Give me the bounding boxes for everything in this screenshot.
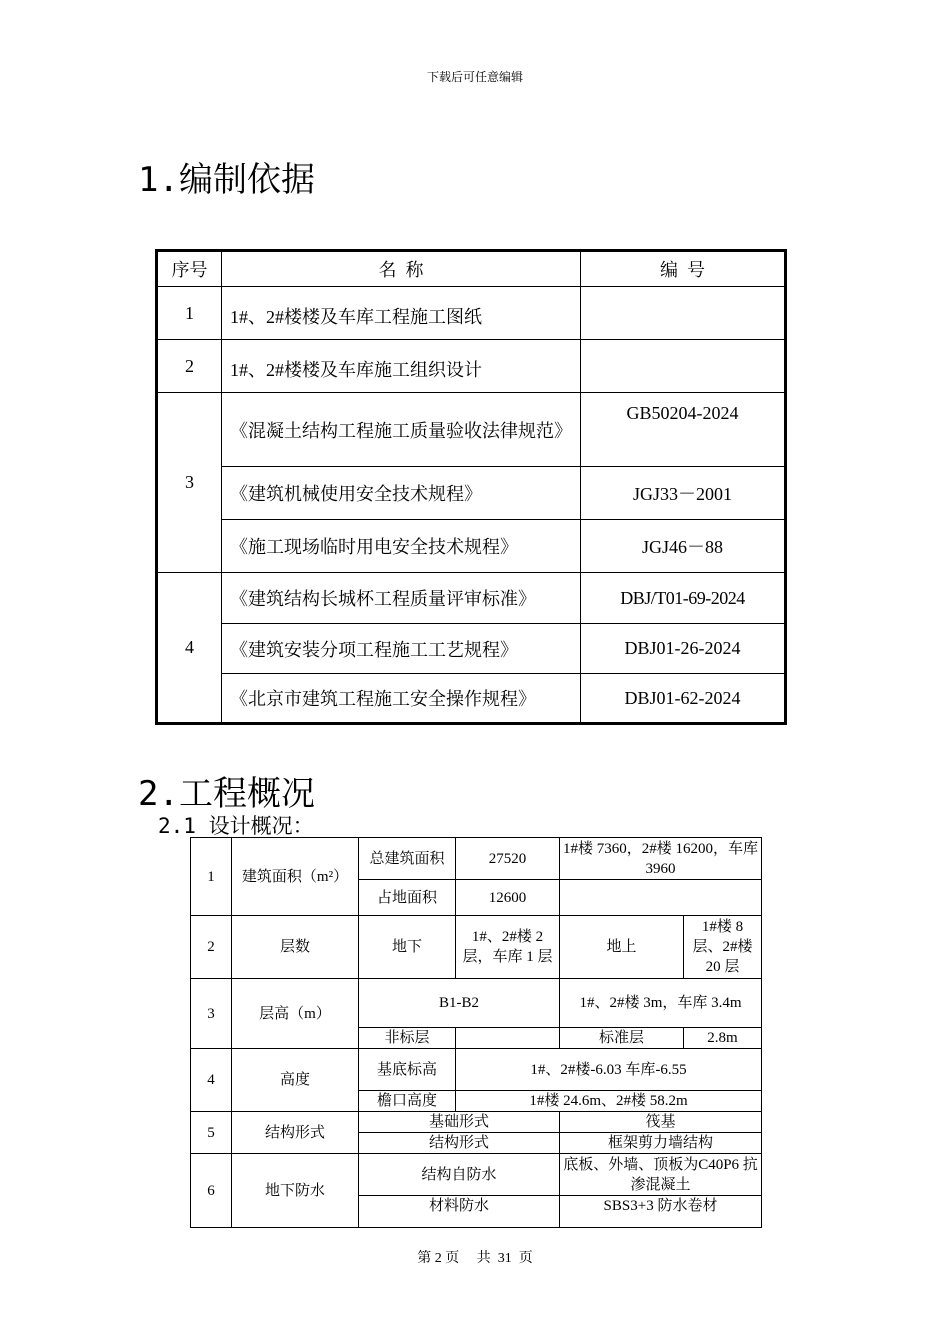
row-label: 高度 <box>232 1049 359 1112</box>
row-no: 2 <box>191 916 232 979</box>
row-name: 《建筑结构长城杯工程质量评审标准》 <box>222 573 581 624</box>
table-row <box>157 340 786 393</box>
cell: 1#楼 7360，2#楼 16200，车库 3960 <box>560 838 762 880</box>
col-header-no: 序号 <box>157 251 222 287</box>
row-name: 《建筑机械使用安全技术规程》 <box>222 467 581 520</box>
row-no: 1 <box>157 287 222 340</box>
row-no: 5 <box>191 1112 232 1154</box>
table-row <box>157 287 786 340</box>
row-name: 《北京市建筑工程施工安全操作规程》 <box>222 674 581 724</box>
section-title-basis: 1.编制依据 <box>138 160 315 200</box>
row-label: 建筑面积（m²） <box>232 838 359 916</box>
row-name: 1#、2#楼楼及车库工程施工图纸 <box>222 287 581 340</box>
cell: 地上 <box>560 916 684 979</box>
cell: 筏基 <box>560 1112 762 1133</box>
table-row <box>157 467 786 520</box>
cell: 檐口高度 <box>359 1091 456 1112</box>
row-no: 1 <box>191 838 232 916</box>
cell: 1#、2#楼-6.03 车库-6.55 <box>456 1049 762 1091</box>
row-no: 3 <box>157 393 222 573</box>
row-name: 《施工现场临时用电安全技术规程》 <box>222 520 581 573</box>
table-row <box>157 520 786 573</box>
row-no: 4 <box>191 1049 232 1112</box>
row-code: DBJ/T01-69-2024 <box>581 573 786 624</box>
col-header-code: 编 号 <box>581 251 786 287</box>
cell: 1#、2#楼 3m，车库 3.4m <box>560 979 762 1028</box>
row-label: 地下防水 <box>232 1154 359 1228</box>
table-row <box>157 393 786 467</box>
table-row <box>191 1154 762 1196</box>
design-overview-table <box>190 837 762 1228</box>
cell: 12600 <box>456 880 560 916</box>
cell: 总建筑面积 <box>359 838 456 880</box>
cell: 27520 <box>456 838 560 880</box>
page-footer: 第 2 页 共 31 页 <box>417 1251 533 1266</box>
row-no: 2 <box>157 340 222 393</box>
row-no: 6 <box>191 1154 232 1228</box>
cell: 底板、外墙、顶板为C40P6 抗渗混凝土 <box>560 1154 762 1196</box>
row-no: 3 <box>191 979 232 1049</box>
cell: 结构自防水 <box>359 1154 560 1196</box>
table-row <box>191 1049 762 1091</box>
row-code <box>581 340 786 393</box>
basis-table <box>155 249 787 725</box>
table-header-row <box>157 251 786 287</box>
cell: 占地面积 <box>359 880 456 916</box>
cell: 标准层 <box>560 1028 684 1049</box>
table-row <box>191 838 762 880</box>
row-code: JGJ46－88 <box>581 520 786 573</box>
cell: 1#楼 8 层、2#楼 20 层 <box>684 916 762 979</box>
row-code: JGJ33－2001 <box>581 467 786 520</box>
cell: 结构形式 <box>359 1133 560 1154</box>
cell: 1#、2#楼 2 层，车库 1 层 <box>456 916 560 979</box>
cell: 1#楼 24.6m、2#楼 58.2m <box>456 1091 762 1112</box>
table-row <box>157 573 786 624</box>
col-header-name: 名 称 <box>222 251 581 287</box>
row-code: DBJ01-26-2024 <box>581 624 786 674</box>
cell <box>560 880 762 916</box>
row-name: 《建筑安装分项工程施工工艺规程》 <box>222 624 581 674</box>
cell <box>456 1028 560 1049</box>
cell: 框架剪力墙结构 <box>560 1133 762 1154</box>
row-code: DBJ01-62-2024 <box>581 674 786 724</box>
table-row <box>191 916 762 979</box>
row-label: 结构形式 <box>232 1112 359 1154</box>
cell: 基底标高 <box>359 1049 456 1091</box>
row-code <box>581 287 786 340</box>
row-code: GB50204-2024 <box>581 393 786 467</box>
row-label: 层高（m） <box>232 979 359 1049</box>
row-name: 《混凝土结构工程施工质量验收法律规范》 <box>222 393 581 467</box>
cell: SBS3+3 防水卷材 <box>560 1196 762 1228</box>
row-label: 层数 <box>232 916 359 979</box>
section-title-overview: 2.工程概况 <box>138 774 315 814</box>
row-name: 1#、2#楼楼及车库施工组织设计 <box>222 340 581 393</box>
table-row <box>191 979 762 1028</box>
cell: 材料防水 <box>359 1196 560 1228</box>
row-no: 4 <box>157 573 222 724</box>
table-row <box>191 1112 762 1133</box>
cell: B1-B2 <box>359 979 560 1028</box>
table-row <box>157 674 786 724</box>
cell: 基础形式 <box>359 1112 560 1133</box>
cell: 非标层 <box>359 1028 456 1049</box>
page-header: 下载后可任意编辑 <box>426 70 523 84</box>
cell: 地下 <box>359 916 456 979</box>
table-row <box>157 624 786 674</box>
cell: 2.8m <box>684 1028 762 1049</box>
section-subtitle-design: 2.1 设计概况： <box>158 814 314 838</box>
